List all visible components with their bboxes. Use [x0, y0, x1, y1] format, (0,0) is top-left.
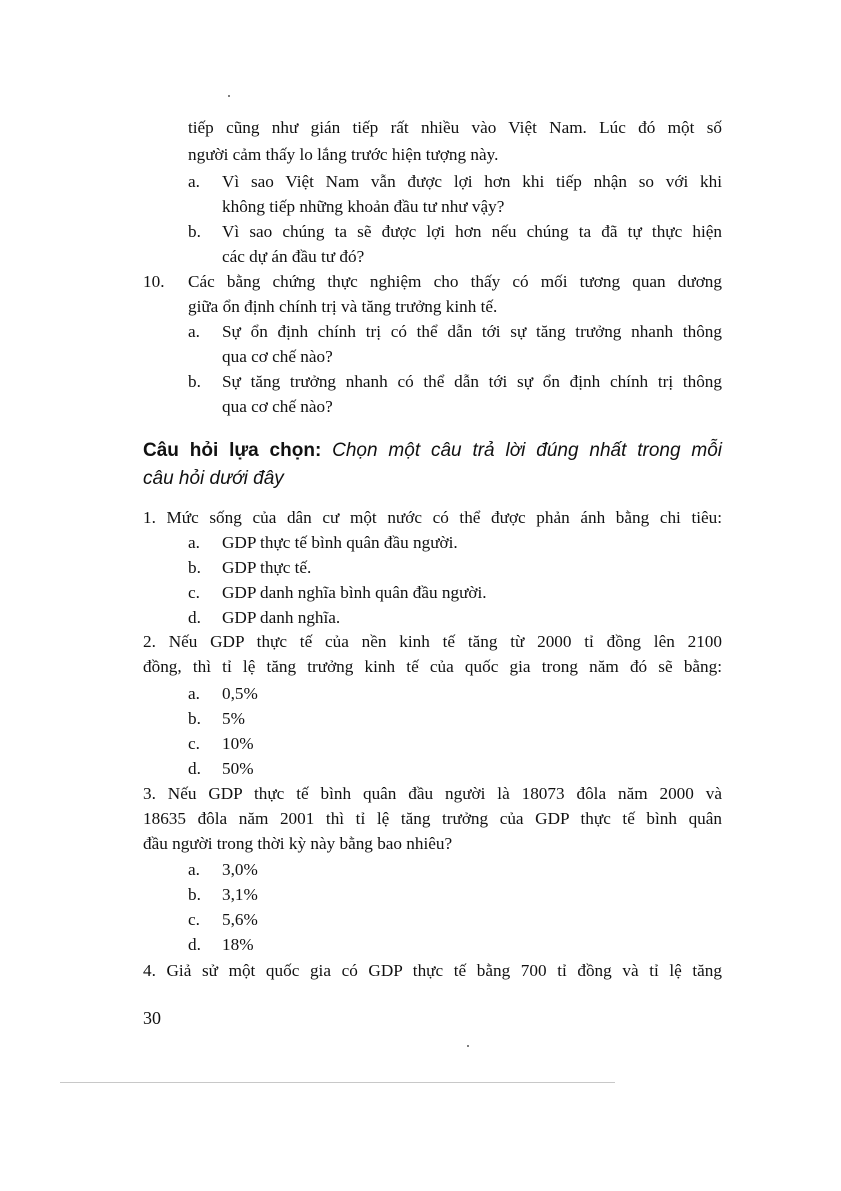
item-marker: a. — [188, 322, 200, 341]
option: a. 3,0% — [188, 860, 258, 879]
question-10 — [143, 271, 722, 293]
option: d. GDP danh nghĩa. — [188, 608, 341, 627]
text-line: không tiếp những khoản đầu tư như vậy? — [222, 197, 505, 216]
option: c. 10% — [188, 734, 254, 753]
text-line: người cảm thấy lo lắng trước hiện tượng này. — [188, 145, 499, 164]
text-line: đầu người trong thời kỳ này bằng bao nhiêu? — [143, 834, 453, 853]
option: a. GDP thực tế bình quân đầu người. — [188, 533, 458, 552]
section-instruction-line: câu hỏi dưới đây — [143, 468, 284, 489]
item-marker: a. — [188, 172, 200, 191]
text-line: các dự án đầu tư đó? — [222, 247, 365, 266]
item-marker: b. — [188, 222, 201, 241]
sub-item — [188, 221, 722, 243]
section-instruction: Chọn một câu trả lời đúng nhất trong mỗi — [332, 440, 722, 461]
sub-item — [188, 371, 722, 393]
item-text: Sự tăng trưởng nhanh có thể dẫn tới sự ổn định chính trị thông — [222, 372, 722, 391]
option: c. 5,6% — [188, 910, 258, 929]
scan-edge-line — [60, 1082, 615, 1083]
option: c. GDP danh nghĩa bình quân đầu người. — [188, 583, 487, 602]
item-text: Vì sao chúng ta sẽ được lợi hơn nếu chúng ta đã tự thực hiện — [222, 222, 722, 241]
question-text: Các bằng chứng thực nghiệm cho thấy có mối tương quan dương — [188, 272, 722, 291]
item-text: Vì sao Việt Nam vẫn được lợi hơn khi tiếp nhận so với khi — [222, 172, 722, 191]
question-number: 10. — [143, 272, 165, 291]
scan-speck — [228, 95, 230, 97]
item-marker: b. — [188, 372, 201, 391]
mc-question-2: 2. Nếu GDP thực tế của nền kinh tế tăng từ 2000 tỉ đồng lên 2100 — [143, 632, 722, 651]
text-line: qua cơ chế nào? — [222, 397, 333, 416]
mc-question-4: 4. Giả sử một quốc gia có GDP thực tế bằng 700 tỉ đồng và tỉ lệ tăng — [143, 961, 722, 980]
option: b. 3,1% — [188, 885, 258, 904]
option: a. 0,5% — [188, 684, 258, 703]
sub-item — [188, 321, 722, 343]
option: b. GDP thực tế. — [188, 558, 312, 577]
mc-question-3: 3. Nếu GDP thực tế bình quân đầu người là 18073 đôla năm 2000 và — [143, 784, 722, 803]
option: d. 50% — [188, 759, 254, 778]
option: d. 18% — [188, 935, 254, 954]
scan-speck — [467, 1045, 469, 1047]
option: b. 5% — [188, 709, 245, 728]
text-line: đồng, thì tỉ lệ tăng trưởng kinh tế của quốc gia trong năm đó sẽ bằng: — [143, 657, 722, 676]
page-number: 30 — [143, 1008, 161, 1028]
sub-item — [188, 171, 722, 193]
text-line: 18635 đôla năm 2001 thì tỉ lệ tăng trưởng của GDP thực tế bình quân — [143, 809, 722, 828]
text-line: qua cơ chế nào? — [222, 347, 333, 366]
section-heading — [143, 438, 722, 464]
mc-question-1: 1. Mức sống của dân cư một nước có thể được phản ánh bằng chi tiêu: — [143, 508, 722, 527]
section-title: Câu hỏi lựa chọn: — [143, 440, 322, 461]
text-line: giữa ổn định chính trị và tăng trưởng kinh tế. — [188, 297, 498, 316]
item-text: Sự ổn định chính trị có thể dẫn tới sự tăng trưởng nhanh thông — [222, 322, 722, 341]
text-line: tiếp cũng như gián tiếp rất nhiều vào Việt Nam. Lúc đó một số — [188, 118, 722, 137]
